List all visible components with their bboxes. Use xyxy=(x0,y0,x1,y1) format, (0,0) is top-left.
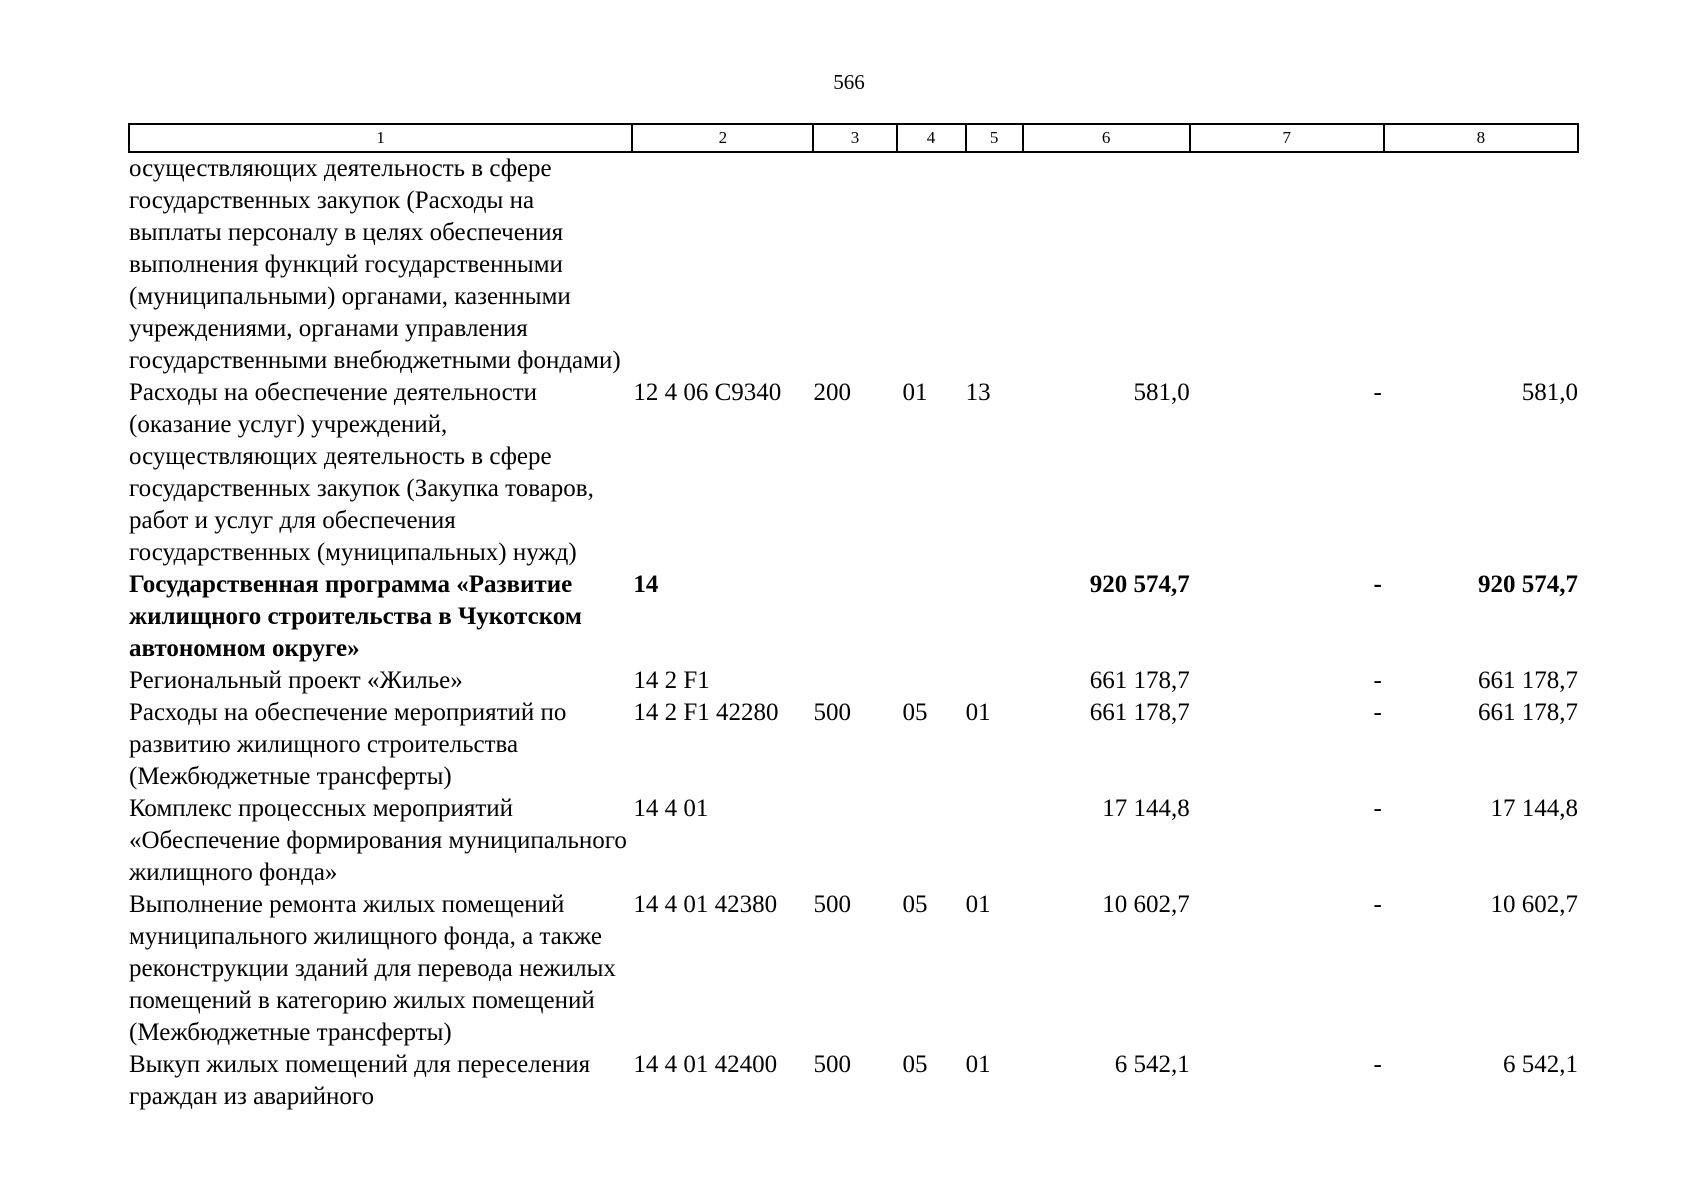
row-name: Региональный проект «Жилье» xyxy=(129,667,463,694)
row-amount: 10 602,7 xyxy=(1102,891,1190,918)
row-code: 12 4 06 С9340 xyxy=(633,379,782,406)
row-change: - xyxy=(1373,667,1382,694)
row-name: Комплекс процессных мероприятий «Обеспечение формирования муниципального жилищного фонда» xyxy=(129,795,627,886)
row-amount: 6 542,1 xyxy=(1114,1051,1190,1078)
row-name: Расходы на обеспечение деятельности (оказание услуг) учреждений, осуществляющих деятельность в сфере государственных закупок (Закупка товаров, работ и услуг для обеспечения государственных (муниципальных) нужд) xyxy=(129,379,594,566)
row-total: 6 542,1 xyxy=(1503,1051,1578,1078)
row-total: 17 144,8 xyxy=(1490,795,1578,822)
column-header-4: 4 xyxy=(897,124,966,152)
table-row xyxy=(129,697,1578,793)
row-amount: 581,0 xyxy=(1133,379,1190,406)
row-subsection: 13 xyxy=(965,379,991,406)
table-row-program xyxy=(129,569,1578,665)
row-section: 05 xyxy=(902,1051,928,1078)
row-amount: 661 178,7 xyxy=(1089,699,1190,726)
column-header-3: 3 xyxy=(813,124,896,152)
row-type: 200 xyxy=(813,379,851,406)
row-total: 661 178,7 xyxy=(1478,667,1578,694)
row-code: 14 xyxy=(633,571,659,598)
row-change xyxy=(1190,152,1384,377)
row-type: 500 xyxy=(813,1051,851,1078)
table-row xyxy=(129,377,1578,569)
row-name: Расходы на обеспечение мероприятий по развитию жилищного строительства (Межбюджетные трансферты) xyxy=(129,699,567,790)
row-type xyxy=(813,569,896,665)
column-header-7: 7 xyxy=(1190,124,1384,152)
row-total xyxy=(1384,152,1578,377)
row-code: 14 2 F1 42280 xyxy=(633,699,779,726)
table-row xyxy=(129,152,1578,377)
column-number-header xyxy=(129,124,1578,152)
row-subsection: 01 xyxy=(965,699,991,726)
row-section xyxy=(897,665,966,697)
row-code: 14 4 01 xyxy=(633,795,709,822)
row-type xyxy=(813,152,896,377)
row-change: - xyxy=(1373,699,1382,726)
row-total: 920 574,7 xyxy=(1478,571,1578,598)
row-change: - xyxy=(1373,891,1382,918)
row-change: - xyxy=(1373,571,1382,598)
column-header-5: 5 xyxy=(966,124,1023,152)
column-header-6: 6 xyxy=(1023,124,1190,152)
row-section: 05 xyxy=(902,699,928,726)
table-row xyxy=(129,665,1578,697)
budget-table xyxy=(128,123,1579,1113)
row-code xyxy=(632,152,813,377)
row-subsection xyxy=(966,793,1023,889)
row-name: Государственная программа «Развитие жилищного строительства в Чукотском автономном округе» xyxy=(129,571,582,662)
row-section xyxy=(897,569,966,665)
column-header-8: 8 xyxy=(1384,124,1578,152)
row-amount: 17 144,8 xyxy=(1102,795,1190,822)
row-type: 500 xyxy=(813,699,851,726)
row-name: Выкуп жилых помещений для переселения граждан из аварийного xyxy=(129,1051,591,1110)
row-type: 500 xyxy=(813,891,851,918)
row-section xyxy=(897,793,966,889)
row-change: - xyxy=(1373,379,1382,406)
row-name: Выполнение ремонта жилых помещений муниципального жилищного фонда, а также реконструкции зданий для перевода нежилых помещений в категорию жилых помещений (Межбюджетные трансферты) xyxy=(129,891,616,1046)
row-subsection xyxy=(966,152,1023,377)
row-change: - xyxy=(1373,1051,1382,1078)
row-section xyxy=(897,152,966,377)
row-total: 581,0 xyxy=(1521,379,1578,406)
row-total: 10 602,7 xyxy=(1490,891,1578,918)
row-subsection: 01 xyxy=(965,891,991,918)
row-section: 05 xyxy=(902,891,928,918)
row-type xyxy=(813,665,896,697)
row-change: - xyxy=(1373,795,1382,822)
row-subsection: 01 xyxy=(965,1051,991,1078)
column-header-2: 2 xyxy=(632,124,813,152)
row-code: 14 4 01 42400 xyxy=(633,1051,778,1078)
table-row xyxy=(129,1049,1578,1113)
row-code: 14 4 01 42380 xyxy=(633,891,778,918)
column-header-1: 1 xyxy=(129,124,632,152)
row-amount: 920 574,7 xyxy=(1089,571,1190,598)
row-type xyxy=(813,793,896,889)
row-amount xyxy=(1023,152,1190,377)
row-code: 14 2 F1 xyxy=(633,667,710,694)
table-row xyxy=(129,889,1578,1049)
row-subsection xyxy=(966,569,1023,665)
row-name: осуществляющих деятельность в сфере государственных закупок (Расходы на выплаты персоналу в целях обеспечения выполнения функций государственными (муниципальными) органами, казенными учреждениями, органами управления государственными внебюджетными фондами) xyxy=(129,155,621,374)
table-row xyxy=(129,793,1578,889)
row-total: 661 178,7 xyxy=(1478,699,1578,726)
row-amount: 661 178,7 xyxy=(1089,667,1190,694)
page-number: 566 xyxy=(833,70,865,94)
row-section: 01 xyxy=(902,379,928,406)
row-subsection xyxy=(966,665,1023,697)
